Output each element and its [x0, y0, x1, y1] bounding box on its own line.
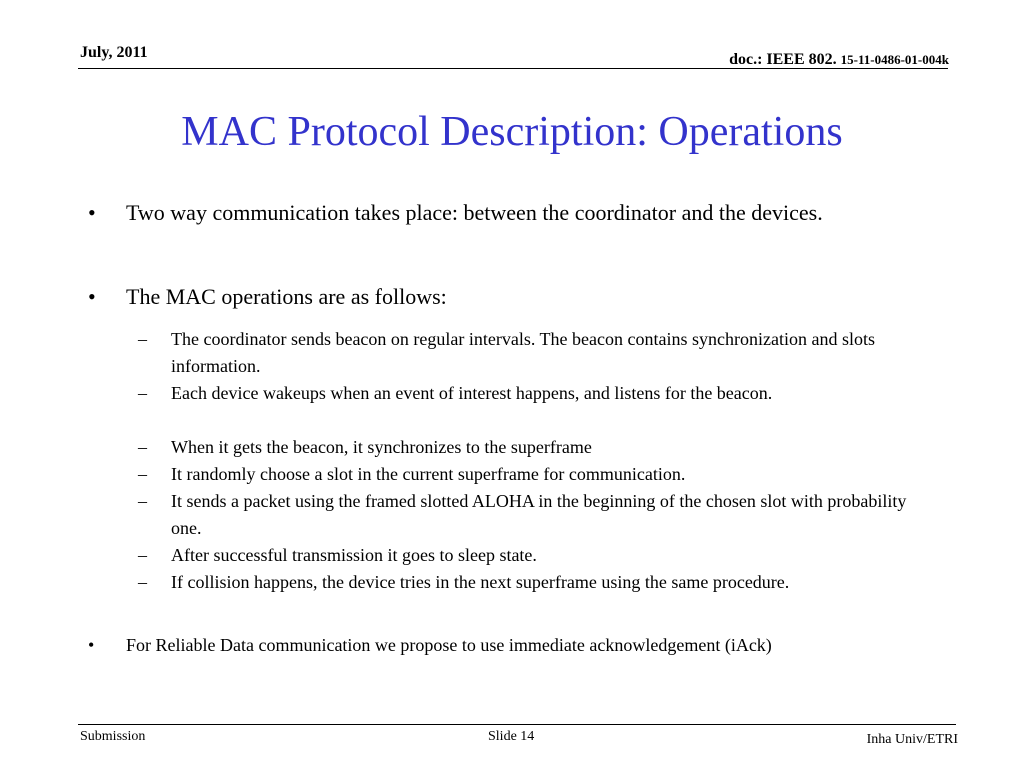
- sub-bullet-item: [138, 326, 928, 380]
- sub-bullet-mark: –: [138, 464, 147, 484]
- sub-bullet-mark: –: [138, 545, 147, 565]
- bullet-item: [88, 282, 868, 312]
- bullet-mark: •: [88, 284, 96, 309]
- footer-submission: Submission: [80, 729, 146, 744]
- sub-bullet-item: [138, 542, 928, 569]
- sub-bullet-text: After successful transmission it goes to sleep state.: [171, 545, 537, 565]
- sub-bullet-item: [138, 488, 928, 542]
- sub-bullet-text: The coordinator sends beacon on regular intervals. The beacon contains synchronization and slots information.: [171, 329, 875, 376]
- footer-divider: [78, 724, 956, 725]
- sub-bullet-mark: –: [138, 491, 147, 511]
- bullet-text: For Reliable Data communication we propose to use immediate acknowledgement (iAck): [126, 635, 772, 655]
- sub-bullet-mark: –: [138, 437, 147, 457]
- bullet-item: [88, 632, 868, 659]
- header-date: July, 2011: [80, 44, 148, 61]
- bullet-item: [88, 198, 868, 228]
- footer-slide-number: Slide 14: [488, 729, 535, 744]
- sub-bullet-text: It randomly choose a slot in the current superframe for communication.: [171, 464, 686, 484]
- bullet-mark: •: [88, 200, 96, 225]
- bullet-text: Two way communication takes place: between the coordinator and the devices.: [126, 200, 823, 225]
- footer-organization: Inha Univ/ETRI: [866, 732, 958, 747]
- sub-bullet-mark: –: [138, 383, 147, 403]
- header-doc-id: [729, 51, 949, 69]
- sub-bullet-mark: –: [138, 572, 147, 592]
- sub-bullet-mark: –: [138, 329, 147, 349]
- header-doc-prefix: doc.: IEEE 802.: [729, 51, 837, 68]
- slide-title: MAC Protocol Description: Operations: [181, 109, 843, 155]
- sub-bullet-text: It sends a packet using the framed slotted ALOHA in the beginning of the chosen slot with probability one.: [171, 491, 907, 538]
- sub-bullet-item: [138, 569, 928, 596]
- sub-bullet-text: Each device wakeups when an event of interest happens, and listens for the beacon.: [171, 383, 773, 403]
- sub-bullet-item: [138, 380, 928, 407]
- header-doc-number: 15-11-0486-01-004k: [840, 52, 949, 67]
- sub-bullet-text: When it gets the beacon, it synchronizes to the superframe: [171, 437, 592, 457]
- sub-bullet-text: If collision happens, the device tries in the next superframe using the same procedure.: [171, 572, 790, 592]
- bullet-text: The MAC operations are as follows:: [126, 284, 447, 309]
- sub-bullet-item: [138, 461, 928, 488]
- header-divider: [78, 68, 948, 69]
- sub-bullet-item: [138, 434, 928, 461]
- bullet-mark: •: [88, 635, 95, 655]
